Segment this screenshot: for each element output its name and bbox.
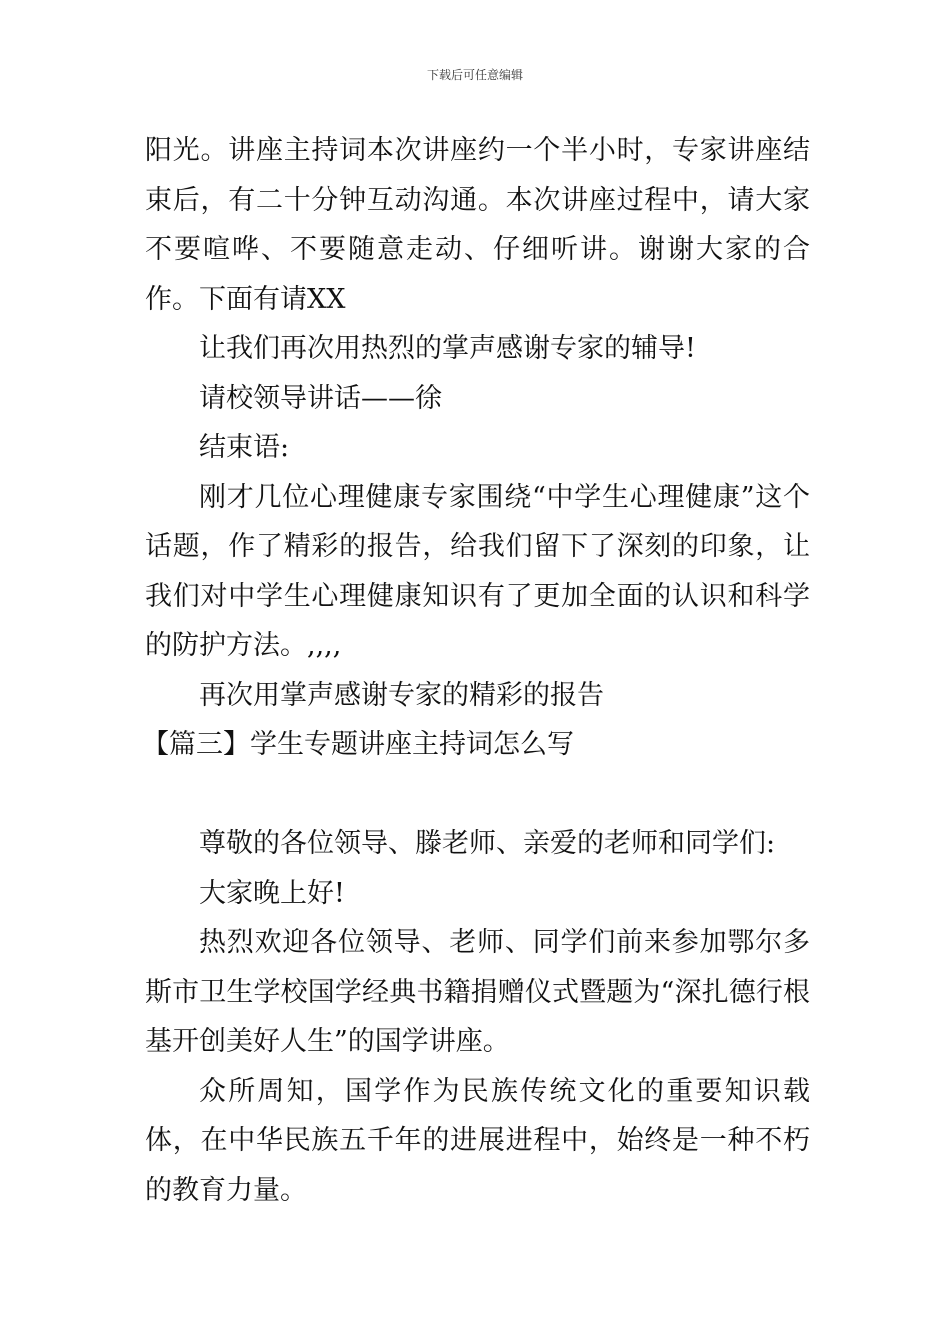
page-header-note: 下载后可任意编辑	[426, 68, 523, 82]
paragraph-thanks: 再次用掌声感谢专家的精彩的报告	[199, 679, 604, 711]
paragraph-leader-speech: 请校领导讲话——徐	[199, 382, 442, 414]
document-body	[142, 126, 810, 1215]
paragraph-conclusion: 刚才几位心理健康专家围绕“中学生心理健康”这个话题，作了精彩的报告，给我们留下了深刻的印象，让我们对中学生心理健康知识有了更加全面的认识和科学的防护方法。,,,,	[145, 481, 810, 661]
section-heading: 【篇三】学生专题讲座主持词怎么写	[142, 729, 574, 760]
paragraph-closing-remarks: 阳光。讲座主持词本次讲座约一个半小时，专家讲座结束后，有二十分钟互动沟通。本次讲座过程中，请大家不要喧哗、不要随意走动、仔细听讲。谢谢大家的合作。下面有请XX	[145, 135, 810, 315]
paragraph-conclusion-label: 结束语:	[199, 432, 290, 463]
paragraph-greeting: 大家晚上好!	[199, 877, 345, 909]
blank-line	[145, 770, 810, 820]
paragraph-applause: 让我们再次用热烈的掌声感谢专家的辅导!	[199, 333, 696, 364]
paragraph-salutation: 尊敬的各位领导、滕老师、亲爱的老师和同学们:	[199, 828, 776, 859]
paragraph-welcome: 热烈欢迎各位领导、老师、同学们前来参加鄂尔多斯市卫生学校国学经典书籍捐赠仪式暨题为“深扎德行根基开创美好人生”的国学讲座。	[145, 927, 810, 1057]
paragraph-guoxue: 众所周知，国学作为民族传统文化的重要知识载体，在中华民族五千年的进展进程中，始终是一种不朽的教育力量。	[145, 1075, 810, 1206]
